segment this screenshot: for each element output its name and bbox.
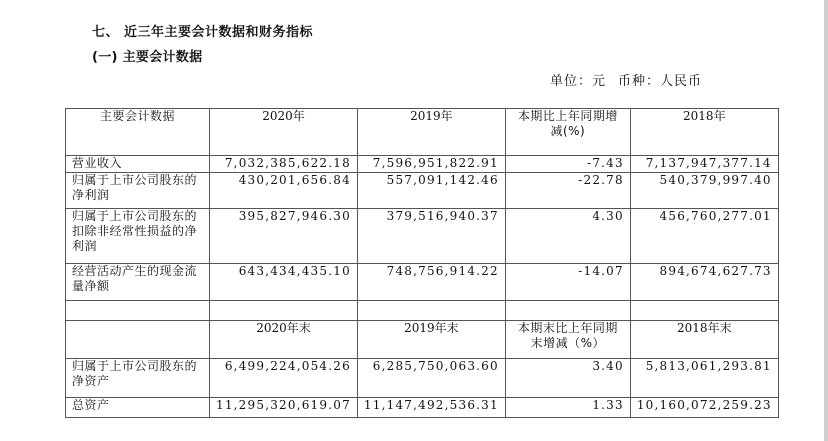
- value-cell: 395,827,946.30: [210, 209, 358, 264]
- value-cell: 10,160,072,259.23: [630, 398, 778, 418]
- value-cell: 7,137,947,377.14: [630, 156, 778, 173]
- change-cell: -7.43: [505, 156, 630, 173]
- value-cell: 894,674,627.73: [630, 264, 778, 301]
- row-label: 经营活动产生的现金流量净额: [66, 264, 210, 301]
- table-row: [66, 209, 779, 264]
- header-cell: 本期比上年同期增减(%): [505, 109, 630, 156]
- value-cell: 540,379,997.40: [630, 173, 778, 209]
- value-cell: 11,295,320,619.07: [210, 398, 358, 418]
- header-cell: [66, 321, 210, 359]
- value-cell: 379,516,940.37: [357, 209, 505, 264]
- value-cell: 456,760,277.01: [630, 209, 778, 264]
- change-cell: 4.30: [505, 209, 630, 264]
- value-cell: 6,499,224,054.26: [210, 359, 358, 398]
- header-cell: 主要会计数据: [66, 109, 210, 156]
- value-cell: 7,032,385,622.18: [210, 156, 358, 173]
- header-cell: 2020年末: [210, 321, 358, 359]
- value-cell: 748,756,914.22: [357, 264, 505, 301]
- row-label: 归属于上市公司股东的净资产: [66, 359, 210, 398]
- value-cell: 643,434,435.10: [210, 264, 358, 301]
- row-label: 归属于上市公司股东的扣除非经常性损益的净利润: [66, 209, 210, 264]
- table-header-row: [66, 321, 779, 359]
- row-label: 归属于上市公司股东的净利润: [66, 173, 210, 209]
- row-label: 总资产: [66, 398, 210, 418]
- accounting-data-table: [65, 108, 779, 418]
- header-cell: 2019年: [357, 109, 505, 156]
- header-cell: 2018年末: [630, 321, 778, 359]
- change-cell: 3.40: [505, 359, 630, 398]
- header-cell: 2020年: [210, 109, 358, 156]
- table-row: [66, 398, 779, 418]
- header-cell: 2019年末: [357, 321, 505, 359]
- unit-label: 单位：元: [550, 74, 607, 89]
- change-cell: -22.78: [505, 173, 630, 209]
- value-cell: 557,091,142.46: [357, 173, 505, 209]
- subsection-title: (一) 主要会计数据: [92, 50, 203, 65]
- spacer-row: [66, 301, 779, 321]
- table-header-row: [66, 109, 779, 156]
- change-cell: 1.33: [505, 398, 630, 418]
- section-title: 七、 近三年主要会计数据和财务指标: [92, 25, 314, 40]
- table-row: [66, 264, 779, 301]
- table-row: [66, 173, 779, 209]
- value-cell: 430,201,656.84: [210, 173, 358, 209]
- value-cell: 6,285,750,063.60: [357, 359, 505, 398]
- value-cell: 7,596,951,822.91: [357, 156, 505, 173]
- value-cell: 11,147,492,536.31: [357, 398, 505, 418]
- table-row: [66, 359, 779, 398]
- table-row: [66, 156, 779, 173]
- unit-line: [550, 70, 714, 89]
- row-label: 营业收入: [66, 156, 210, 173]
- value-cell: 5,813,061,293.81: [630, 359, 778, 398]
- change-cell: -14.07: [505, 264, 630, 301]
- header-cell: 2018年: [630, 109, 778, 156]
- header-cell: 本期末比上年同期末增减（%）: [505, 321, 630, 359]
- currency-label: 币种：人民币: [618, 74, 703, 89]
- page-edge-shadow: [824, 0, 828, 441]
